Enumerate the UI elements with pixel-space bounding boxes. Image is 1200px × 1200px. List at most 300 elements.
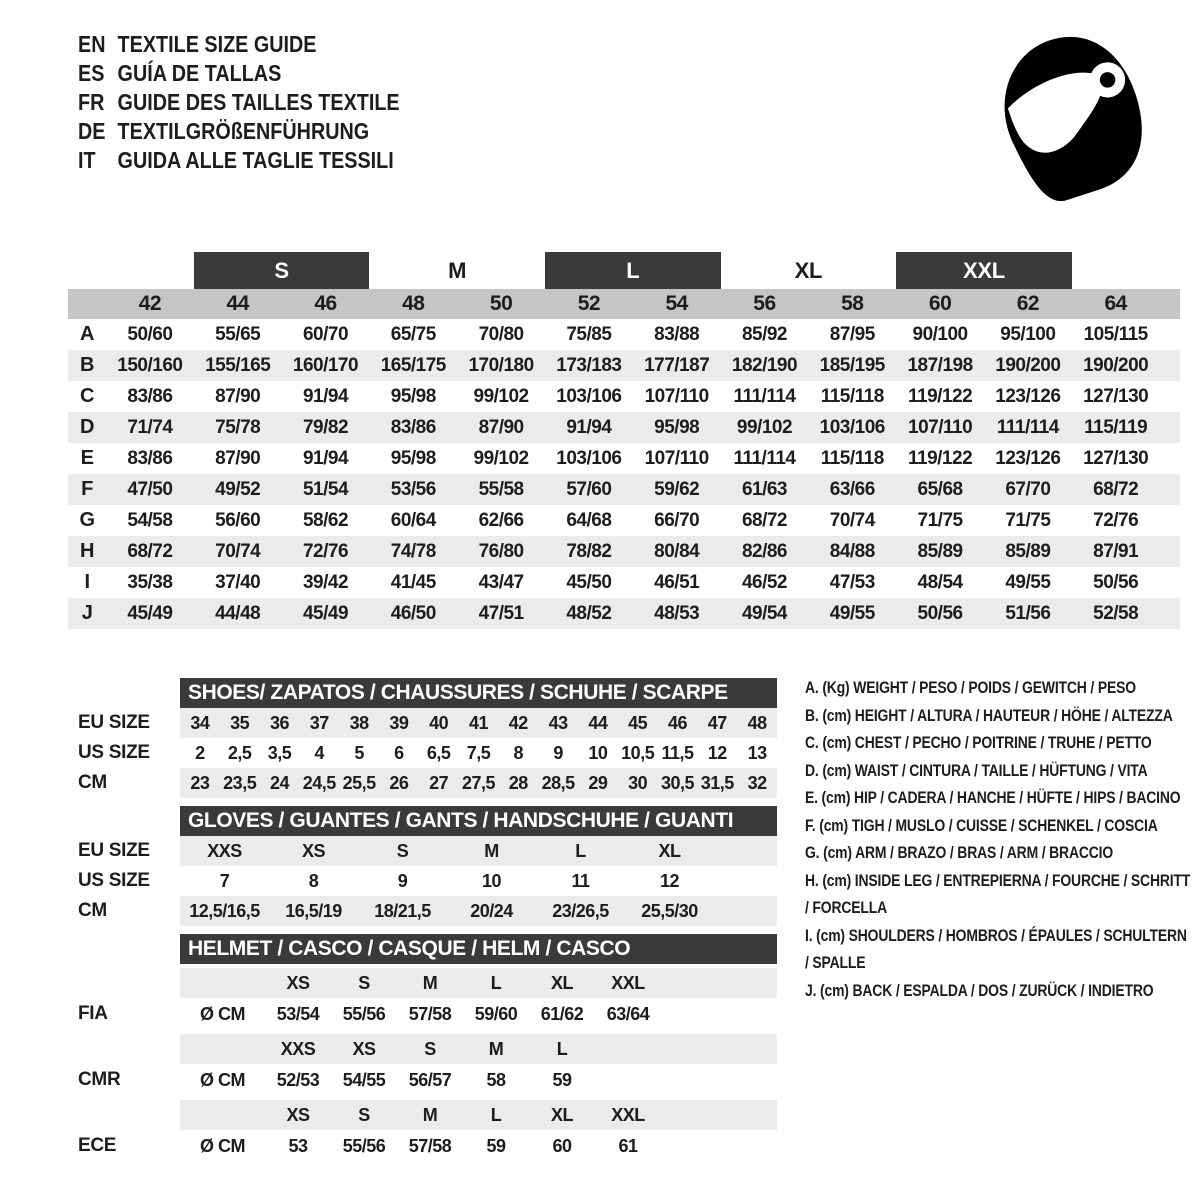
size-value-cell: 190/200 (1083, 354, 1149, 376)
helmet-rows (78, 968, 777, 1162)
diameter-label: Ø CM (200, 1135, 245, 1156)
size-value-cell: 83/86 (127, 447, 173, 469)
language-title: GUIDE DES TAILLES TEXTILE (117, 89, 400, 115)
table-cell: XL (658, 840, 681, 861)
size-value-cell: 35/38 (127, 571, 173, 593)
table-cell: 6 (394, 742, 404, 763)
size-value-cell: 41/45 (390, 571, 436, 593)
row-cells (180, 708, 777, 738)
size-value-cell: 185/195 (819, 354, 885, 376)
row-letter: A (80, 323, 94, 345)
gloves-table (78, 806, 777, 926)
table-cell: L (556, 1038, 568, 1059)
measure-row (68, 505, 1180, 536)
size-value-cell: 170/180 (468, 354, 534, 376)
size-value-cell: 82/86 (741, 540, 787, 562)
size-value-cell: 72/76 (1093, 509, 1139, 531)
size-value-cell: 50/56 (917, 602, 963, 624)
table-cell: 60 (552, 1135, 572, 1156)
standard-label: CMR (78, 1069, 121, 1090)
size-value-cell: 165/175 (380, 354, 446, 376)
size-value-cell: 95/98 (654, 416, 700, 438)
table-cell: S (396, 840, 409, 861)
table-cell: 2 (195, 742, 205, 763)
table-cell: 11 (571, 870, 590, 891)
size-value-cell: 103/106 (556, 385, 622, 407)
size-value-cell: 85/92 (741, 323, 787, 345)
table-cell: 41 (468, 712, 488, 733)
table-cell: XXL (611, 1104, 645, 1125)
size-value-cell: 72/76 (302, 540, 349, 562)
row-letter: J (81, 602, 93, 624)
size-value-cell: 57/60 (566, 478, 612, 500)
table-cell: XL (550, 1104, 573, 1125)
table-cell: 61 (618, 1135, 638, 1156)
size-value-cell: 80/84 (654, 540, 700, 562)
size-value-cell: 66/70 (654, 509, 700, 531)
table-cell: 56/57 (408, 1069, 452, 1090)
table-cell: 29 (588, 772, 608, 793)
row-letter: G (79, 509, 95, 531)
table-cell: 9 (397, 870, 408, 891)
table-cell: 12,5/16,5 (189, 900, 260, 921)
row-cells (180, 896, 777, 926)
row-letter: E (80, 447, 94, 469)
language-code: IT (78, 147, 96, 173)
size-value-cell: 83/86 (127, 385, 173, 407)
measure-row (68, 536, 1180, 567)
table-cell: 28,5 (541, 772, 575, 793)
size-number-cell: 60 (928, 292, 952, 315)
size-value-cell: 87/90 (215, 447, 261, 469)
table-cell: M (484, 840, 499, 861)
row-cells (180, 1100, 777, 1130)
table-cell: 12 (659, 870, 680, 891)
table-row (78, 836, 777, 866)
size-value-cell: 46/50 (390, 602, 436, 624)
row-label (78, 1034, 180, 1064)
size-value-cell: 45/50 (566, 571, 612, 593)
table-cell: 59 (552, 1069, 572, 1090)
size-value-cell: 95/98 (390, 385, 436, 407)
size-number-cell: 58 (841, 292, 864, 315)
table-cell: S (358, 1104, 370, 1125)
size-value-cell: 127/130 (1083, 385, 1149, 407)
legend-item: G. (cm) ARM / BRAZO / BRAS / ARM / BRACCIO (805, 843, 1114, 862)
table-cell: 23,5 (223, 772, 257, 793)
size-value-cell: 74/78 (390, 540, 436, 562)
language-code: FR (78, 89, 105, 115)
table-cell: 38 (349, 712, 369, 733)
size-value-cell: 49/55 (829, 602, 875, 624)
row-cells (180, 768, 777, 798)
row-cells (180, 866, 777, 896)
table-cell: 52/53 (276, 1069, 320, 1090)
size-value-cell: 54/58 (127, 509, 173, 531)
legend-item: D. (cm) WAIST / CINTURA / TAILLE / HÜFTUNG / VITA (805, 760, 1148, 780)
legend-item: H. (cm) INSIDE LEG / ENTREPIERNA / FOURCHE / SCHRITT / FORCELLA (805, 870, 1191, 917)
size-value-cell: 47/53 (829, 571, 875, 593)
row-cells (180, 1064, 777, 1096)
gloves-rows (78, 836, 777, 926)
table-cell (180, 968, 265, 998)
size-value-cell: 84/88 (829, 540, 875, 562)
size-value-cell: 50/60 (127, 323, 173, 345)
size-value-cell: 65/75 (390, 323, 436, 345)
table-cell: 9 (553, 742, 563, 763)
size-value-cell: 50/56 (1093, 571, 1139, 593)
table-cell: 40 (429, 712, 449, 733)
shoes-table-title: SHOES/ ZAPATOS / CHAUSSURES / SCHUHE / SCARPE (180, 678, 777, 708)
table-cell: 20/24 (470, 900, 513, 921)
row-label: CM (78, 772, 107, 793)
row-letter: F (81, 478, 93, 500)
table-cell: 53/54 (276, 1003, 320, 1024)
table-row (78, 896, 777, 926)
table-cell: 25,5 (342, 772, 376, 793)
size-value-cell: 99/102 (736, 416, 793, 438)
table-cell: 54/55 (342, 1069, 386, 1090)
size-group-s: S (194, 252, 370, 289)
size-value-cell: 119/122 (908, 385, 973, 407)
measure-row (68, 598, 1180, 629)
table-cell: 10 (481, 870, 502, 891)
size-number-cell: 48 (402, 292, 425, 315)
table-cell: 44 (588, 712, 608, 733)
size-value-cell: 45/49 (302, 602, 349, 624)
size-value-cell: 59/62 (654, 478, 700, 500)
size-value-cell: 75/78 (215, 416, 261, 438)
table-cell: 59/60 (474, 1003, 518, 1024)
size-value-cell: 49/54 (741, 602, 787, 624)
size-value-cell: 76/80 (478, 540, 524, 562)
row-label (78, 968, 180, 998)
table-cell: 58 (486, 1069, 506, 1090)
table-cell: L (490, 972, 502, 993)
table-cell: 30,5 (660, 772, 695, 793)
size-value-cell: 43/47 (478, 571, 524, 593)
table-cell: 57/58 (408, 1003, 452, 1024)
size-value-cell: 91/94 (302, 447, 349, 469)
size-number-cell: 52 (577, 292, 601, 315)
table-row (78, 708, 777, 738)
helmet-value-row (78, 1130, 777, 1162)
size-value-cell: 90/100 (912, 323, 968, 345)
size-value-cell: 71/74 (127, 416, 173, 438)
size-value-cell: 58/62 (302, 509, 349, 531)
size-value-cell: 49/55 (1005, 571, 1051, 593)
language-title: TEXTILE SIZE GUIDE (117, 31, 317, 57)
helmet-size-row (78, 968, 777, 998)
diameter-label: Ø CM (200, 1003, 245, 1024)
table-cell: 47 (707, 712, 727, 733)
size-value-cell: 91/94 (566, 416, 612, 438)
measure-row (68, 381, 1180, 412)
size-value-cell: 83/88 (654, 323, 700, 345)
size-value-cell: 64/68 (566, 509, 612, 531)
size-value-cell: 46/52 (741, 571, 787, 593)
legend-item: C. (cm) CHEST / PECHO / POITRINE / TRUHE / PETTO (805, 733, 1152, 752)
table-cell: 30 (628, 772, 648, 793)
table-cell: 53 (288, 1135, 308, 1156)
table-cell: 4 (314, 742, 325, 763)
size-value-cell: 51/54 (302, 478, 349, 500)
row-label: EU SIZE (78, 840, 150, 861)
table-cell: L (490, 1104, 502, 1125)
table-cell: 27,5 (461, 772, 496, 793)
size-value-cell: 56/60 (215, 509, 261, 531)
row-letter: H (80, 540, 94, 562)
table-cell: 35 (230, 712, 250, 733)
measure-row (68, 350, 1180, 381)
size-value-cell: 95/98 (390, 447, 436, 469)
size-value-cell: 63/66 (829, 478, 875, 500)
size-number-cell: 64 (1104, 292, 1127, 315)
size-value-cell: 173/183 (556, 354, 622, 376)
size-number-cell: 42 (138, 292, 162, 315)
size-value-cell: 65/68 (917, 478, 963, 500)
row-label: US SIZE (78, 742, 150, 763)
table-cell: 23 (190, 772, 210, 793)
size-value-cell: 123/126 (995, 385, 1061, 407)
size-value-cell: 111/114 (996, 416, 1059, 438)
helmet-size-row (78, 1100, 777, 1130)
size-value-cell: 62/66 (478, 509, 524, 531)
size-value-cell: 119/122 (908, 447, 973, 469)
table-cell: M (488, 1038, 504, 1059)
size-value-cell: 103/106 (819, 416, 885, 438)
diameter-label: Ø CM (200, 1069, 245, 1090)
helmet-logo-icon (975, 22, 1160, 207)
table-cell: XXS (280, 1038, 316, 1059)
table-cell: 31,5 (700, 772, 734, 793)
language-title: GUÍA DE TALLAS (117, 60, 282, 86)
size-value-cell: 48/54 (917, 571, 963, 593)
size-value-cell: 79/82 (302, 416, 349, 438)
measure-row (68, 474, 1180, 505)
table-cell: S (424, 1038, 436, 1059)
table-cell: 16,5/19 (285, 900, 342, 921)
row-label: US SIZE (78, 870, 150, 891)
size-value-cell: 68/72 (741, 509, 787, 531)
legend-item: E. (cm) HIP / CADERA / HANCHE / HÜFTE / HIPS / BACINO (805, 788, 1181, 807)
language-row (78, 30, 400, 59)
size-value-cell: 177/187 (644, 354, 710, 376)
size-number-cell: 54 (665, 292, 688, 315)
table-cell: 7,5 (466, 742, 491, 763)
size-value-cell: 115/118 (820, 447, 884, 469)
table-cell: 10,5 (621, 742, 655, 763)
size-value-cell: 61/63 (741, 478, 787, 500)
size-number-cell: 44 (226, 292, 249, 315)
helmet-size-row (78, 1034, 777, 1064)
size-value-cell: 155/165 (205, 354, 271, 376)
size-group-xl: XL (794, 257, 823, 283)
table-cell: 23/26,5 (552, 900, 609, 921)
table-cell: 8 (308, 870, 319, 891)
table-cell: XL (550, 972, 573, 993)
legend-item: I. (cm) SHOULDERS / HOMBROS / ÉPAULES / SCHULTERN / SPALLE (805, 925, 1187, 972)
shoes-rows (78, 708, 777, 798)
language-title: TEXTILGRÖßENFÜHRUNG (117, 118, 370, 144)
table-cell: 42 (508, 712, 528, 733)
size-value-cell: 87/90 (215, 385, 261, 407)
size-value-cell: 44/48 (215, 602, 261, 624)
size-value-cell: 37/40 (215, 571, 261, 593)
size-value-cell: 70/80 (478, 323, 524, 345)
row-cells (180, 836, 777, 866)
size-value-cell: 49/52 (215, 478, 261, 500)
size-value-cell: 68/72 (1093, 478, 1139, 500)
table-row (78, 866, 777, 896)
size-value-cell: 51/56 (1005, 602, 1051, 624)
size-value-cell: 105/115 (1083, 323, 1148, 345)
size-number-cell: 62 (1016, 292, 1040, 315)
row-label: EU SIZE (78, 712, 150, 733)
helmet-value-row (78, 1064, 777, 1096)
shoes-table (78, 678, 777, 798)
table-cell: 43 (548, 712, 568, 733)
measure-row (68, 319, 1180, 350)
row-cells (180, 998, 777, 1030)
table-cell: 63/64 (606, 1003, 650, 1024)
table-cell: XXL (611, 972, 645, 993)
table-cell: 3,5 (267, 742, 292, 763)
size-value-cell: 85/89 (1005, 540, 1051, 562)
measure-row (68, 443, 1180, 474)
size-value-cell: 46/51 (654, 571, 700, 593)
size-value-cell: 160/170 (292, 354, 359, 376)
size-value-cell: 115/119 (1084, 416, 1148, 438)
row-letter: B (80, 354, 94, 376)
size-number-cell: 50 (489, 292, 513, 315)
size-value-cell: 52/58 (1093, 602, 1139, 624)
table-cell: 11,5 (661, 742, 694, 763)
row-letter: C (80, 385, 94, 407)
table-cell: 18/21,5 (374, 900, 431, 921)
size-group-header-row (68, 252, 1180, 289)
table-cell: 25,5/30 (641, 900, 698, 921)
table-cell: 37 (309, 712, 329, 733)
row-cells (180, 1130, 777, 1162)
table-cell: XS (301, 840, 325, 861)
size-value-cell: 47/50 (127, 478, 173, 500)
table-cell: 28 (508, 772, 528, 793)
numeric-size-row (68, 289, 1180, 319)
language-code: EN (78, 31, 106, 57)
language-code: DE (78, 118, 106, 144)
size-value-cell: 78/82 (566, 540, 612, 562)
size-value-cell: 55/58 (478, 478, 524, 500)
language-code: ES (78, 60, 105, 86)
table-cell: 5 (354, 742, 364, 763)
table-cell: M (422, 972, 438, 993)
size-value-cell: 48/52 (566, 602, 612, 624)
size-group-xxl: XXL (896, 252, 1072, 289)
table-cell: 59 (486, 1135, 506, 1156)
table-cell: XS (286, 972, 310, 993)
language-title: GUIDA ALLE TAGLIE TESSILI (117, 147, 394, 173)
size-value-cell: 55/65 (215, 323, 261, 345)
table-cell: S (358, 972, 370, 993)
size-value-cell: 107/110 (644, 385, 709, 407)
size-value-cell: 87/91 (1093, 540, 1139, 562)
lower-tables (78, 678, 777, 1170)
row-cells (180, 1034, 777, 1064)
table-cell: 7 (219, 870, 230, 891)
helmet-table-title: HELMET / CASCO / CASQUE / HELM / CASCO (180, 934, 777, 964)
language-row (78, 59, 400, 88)
table-cell: 55/56 (342, 1003, 386, 1024)
size-value-cell: 67/70 (1005, 478, 1051, 500)
language-row (78, 117, 400, 146)
size-value-cell: 45/49 (127, 602, 173, 624)
size-value-cell: 187/198 (907, 354, 973, 376)
table-cell: 13 (747, 742, 767, 763)
size-value-cell: 87/90 (478, 416, 524, 438)
table-cell: 36 (269, 712, 289, 733)
size-value-cell: 47/51 (478, 602, 524, 624)
size-value-cell: 71/75 (917, 509, 963, 531)
size-value-cell: 60/64 (390, 509, 436, 531)
gloves-table-title: GLOVES / GUANTES / GANTS / HANDSCHUHE / GUANTI (180, 806, 777, 836)
table-cell: 10 (588, 742, 608, 763)
table-cell: 2,5 (227, 742, 252, 763)
table-cell: 24,5 (302, 772, 336, 793)
measure-row (68, 412, 1180, 443)
size-value-cell: 190/200 (995, 354, 1061, 376)
size-value-cell: 115/118 (820, 385, 884, 407)
legend-item: J. (cm) BACK / ESPALDA / DOS / ZURÜCK / INDIETRO (805, 980, 1154, 1000)
size-value-cell: 87/95 (829, 323, 875, 345)
table-cell: 27 (429, 772, 449, 793)
size-value-cell: 85/89 (917, 540, 963, 562)
table-cell: 55/56 (342, 1135, 386, 1156)
table-cell: 57/58 (408, 1135, 452, 1156)
table-row (78, 768, 777, 798)
size-value-cell: 91/94 (302, 385, 349, 407)
table-row (78, 738, 777, 768)
legend-item: A. (Kg) WEIGHT / PESO / POIDS / GEWITCH / PESO (805, 678, 1136, 697)
table-cell: 6,5 (426, 742, 451, 763)
table-cell: 61/62 (540, 1003, 584, 1024)
size-value-cell: 107/110 (644, 447, 709, 469)
corner-cell (68, 289, 106, 319)
size-value-cell: 182/190 (731, 354, 798, 376)
size-value-cell: 103/106 (556, 447, 622, 469)
table-cell: 45 (628, 712, 648, 733)
size-value-cell: 75/85 (566, 323, 612, 345)
size-value-cell: 123/126 (995, 447, 1061, 469)
table-cell (180, 1100, 265, 1130)
language-row (78, 88, 400, 117)
row-label: CM (78, 900, 107, 921)
table-cell: 24 (269, 772, 289, 793)
legend-item: F. (cm) TIGH / MUSLO / CUISSE / SCHENKEL / COSCIA (805, 815, 1158, 835)
table-cell: XS (286, 1104, 310, 1125)
size-value-cell: 71/75 (1005, 509, 1051, 531)
size-group-m: M (448, 257, 467, 283)
size-value-cell: 48/53 (654, 602, 700, 624)
row-cells (180, 968, 777, 998)
size-value-cell: 68/72 (127, 540, 173, 562)
table-cell: 32 (747, 772, 767, 793)
table-cell: 8 (513, 742, 524, 763)
table-cell: XXS (207, 840, 242, 861)
size-value-cell: 70/74 (829, 509, 875, 531)
table-cell: 12 (707, 742, 727, 763)
language-row (78, 146, 400, 175)
